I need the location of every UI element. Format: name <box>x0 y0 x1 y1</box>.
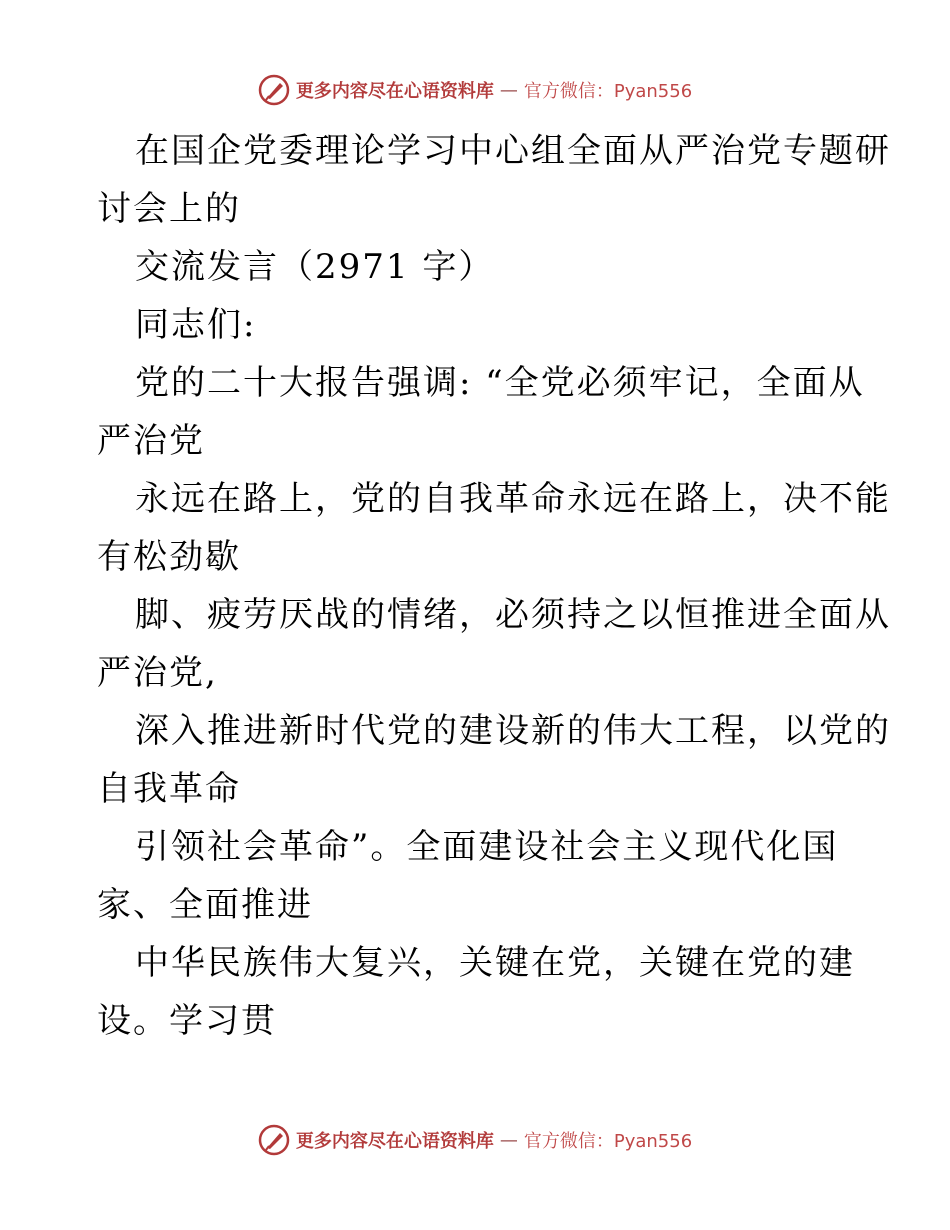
document-line: 党的二十大报告强调: “全党必须牢记，全面从 <box>135 363 865 403</box>
document-line: 同志们: <box>135 305 257 345</box>
quill-pen-logo-icon <box>258 1124 290 1156</box>
document-line: 严治党, <box>97 653 218 693</box>
document-line: 严治党 <box>97 421 205 461</box>
watermark-separator: — <box>499 1129 518 1151</box>
document-line: 在国企党委理论学习中心组全面从严治党专题研 <box>135 131 891 171</box>
document-line: 有松劲歇 <box>97 537 241 577</box>
document-line: 中华民族伟大复兴，关键在党，关键在党的建 <box>135 943 855 983</box>
document-line: 设。学习贯 <box>97 1001 277 1041</box>
document-line: 永远在路上，党的自我革命永远在路上，决不能 <box>135 479 891 519</box>
document-line: 交流发言（2971 字） <box>135 247 495 287</box>
watermark-text: 更多内容尽在心语资料库 <box>295 1131 494 1152</box>
watermark-separator: — <box>499 79 518 101</box>
header-watermark <box>0 72 950 108</box>
document-line: 深入推进新时代党的建设新的伟大工程，以党的 <box>135 711 891 751</box>
document-line: 自我革命 <box>97 769 241 809</box>
document-line: 脚、疲劳厌战的情绪，必须持之以恒推进全面从 <box>135 595 891 635</box>
watermark-contact: 官方微信：Pyan556 <box>523 1131 693 1152</box>
document-body <box>97 122 891 1050</box>
document-line: 引领社会革命”。全面建设社会主义现代化国 <box>135 827 839 867</box>
footer-watermark <box>0 1122 950 1158</box>
watermark-text: 更多内容尽在心语资料库 <box>295 81 494 102</box>
watermark-contact: 官方微信：Pyan556 <box>523 81 693 102</box>
document-line: 讨会上的 <box>97 189 241 229</box>
quill-pen-logo-icon <box>258 74 290 106</box>
document-line: 家、全面推进 <box>97 885 313 925</box>
